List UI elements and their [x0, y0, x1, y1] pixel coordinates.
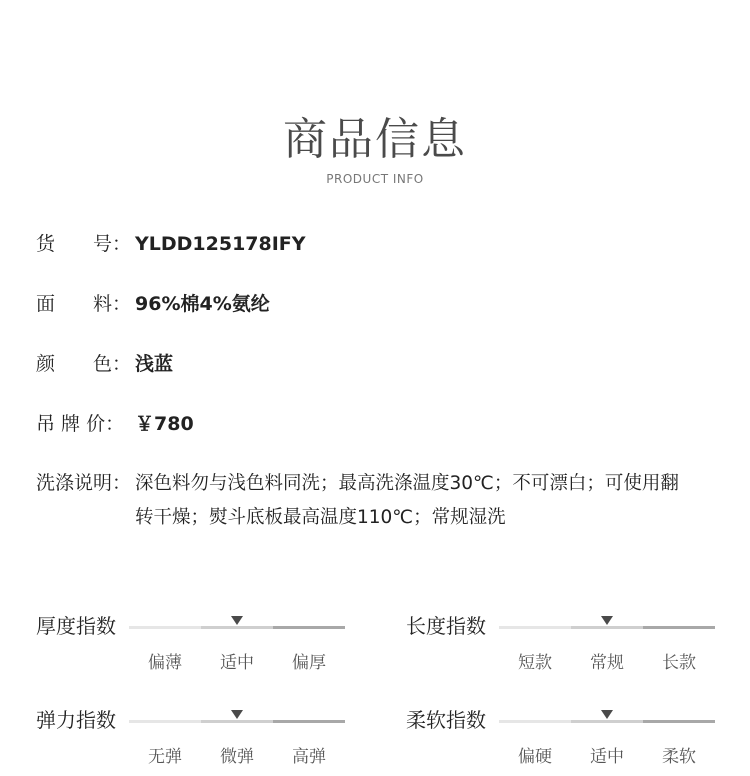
indicator-arrow-icon — [601, 616, 613, 625]
indicator-arrow-icon — [231, 616, 243, 625]
gauge-segment — [499, 720, 571, 723]
info-label: 吊 牌 价： — [36, 413, 125, 435]
page-subtitle: PRODUCT INFO — [326, 172, 424, 186]
indicator-arrow-icon — [601, 710, 613, 719]
gauge-option: 偏硬 — [518, 747, 552, 767]
gauge-track — [499, 626, 715, 629]
info-row-wash — [36, 467, 726, 537]
info-value: ￥780 — [135, 413, 194, 435]
gauge-track — [499, 720, 715, 723]
gauge-name: 柔软指数 — [406, 708, 486, 732]
info-value: 96%棉4%氨纶 — [135, 293, 270, 315]
gauge-segment — [129, 626, 201, 629]
gauge-option: 偏厚 — [292, 653, 326, 673]
gauge-segment — [201, 720, 273, 723]
gauge-track — [129, 720, 345, 723]
gauge-option: 无弹 — [148, 747, 182, 767]
gauge-option: 微弹 — [220, 747, 254, 767]
wash-line-2: 转干燥；熨斗底板最高温度110℃；常规湿洗 — [135, 507, 506, 528]
info-value: YLDD125178IFY — [135, 233, 306, 255]
gauge-thickness — [36, 612, 381, 682]
gauge-segment — [643, 720, 715, 723]
gauge-name: 长度指数 — [406, 614, 486, 638]
gauge-segment — [643, 626, 715, 629]
indicator-arrow-icon — [231, 710, 243, 719]
info-label: 颜 色： — [36, 353, 132, 375]
info-value: 浅蓝 — [135, 353, 174, 375]
gauge-length — [406, 612, 750, 682]
gauge-segment — [129, 720, 201, 723]
gauge-option: 长款 — [662, 653, 696, 673]
gauge-track — [129, 626, 345, 629]
info-label: 面 料： — [36, 293, 132, 315]
gauge-segment — [273, 626, 345, 629]
gauge-option: 适中 — [220, 653, 254, 673]
gauge-name: 弹力指数 — [36, 708, 116, 732]
gauge-option: 高弹 — [292, 747, 326, 767]
gauge-option: 偏薄 — [148, 653, 182, 673]
gauge-segment — [499, 626, 571, 629]
gauge-segment — [571, 626, 643, 629]
gauge-option: 常规 — [590, 653, 624, 673]
gauge-segment — [201, 626, 273, 629]
page-title: 商品信息 — [283, 114, 467, 165]
info-label: 货 号： — [36, 233, 132, 255]
info-label: 洗涤说明： — [36, 472, 132, 494]
gauge-option: 适中 — [590, 747, 624, 767]
gauge-option: 短款 — [518, 653, 552, 673]
gauge-option: 柔软 — [662, 747, 696, 767]
wash-line-1: 深色料勿与浅色料同洗；最高洗涤温度30℃；不可漂白；可使用翻 — [135, 473, 679, 494]
gauge-segment — [571, 720, 643, 723]
wash-instructions — [135, 467, 726, 535]
gauge-segment — [273, 720, 345, 723]
gauge-name: 厚度指数 — [36, 614, 116, 638]
